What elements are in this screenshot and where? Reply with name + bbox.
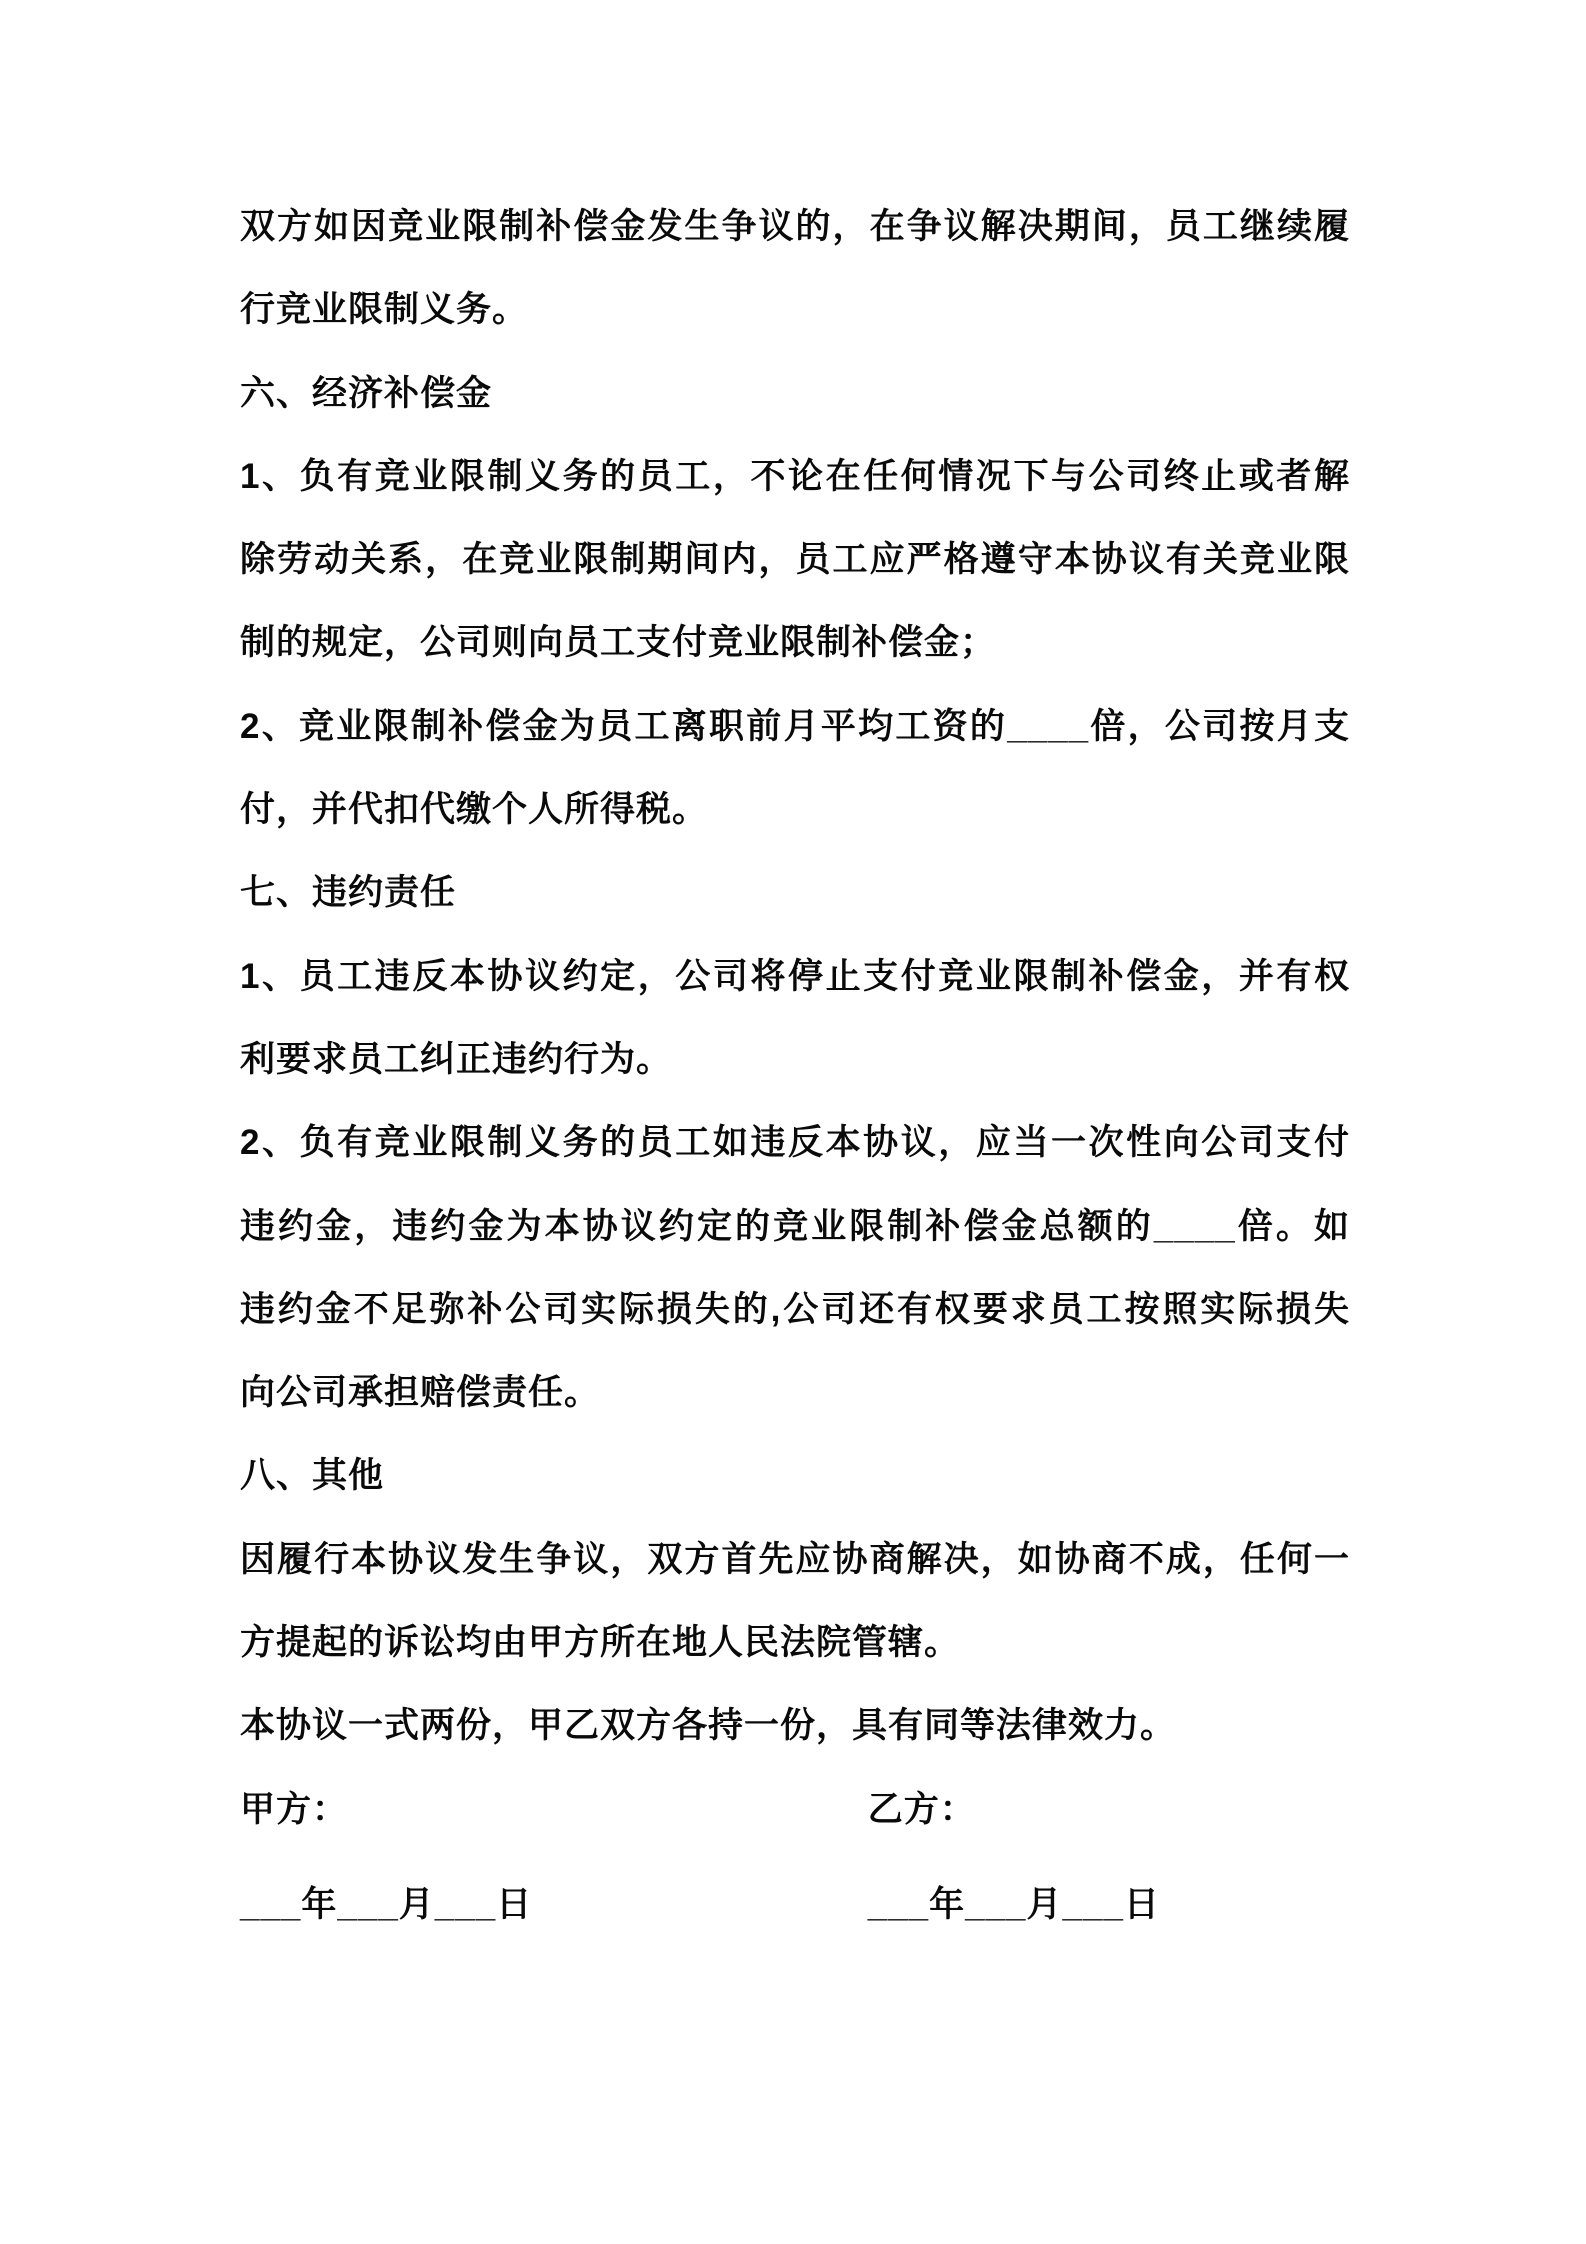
section-heading-7: 七、违约责任 [240, 873, 457, 913]
paragraph-line: 方提起的诉讼均由甲方所在地人民法院管辖。 [240, 1623, 961, 1663]
document-body [240, 185, 1350, 1946]
party-a-date-blank: ___年___月___日 [240, 1884, 533, 1924]
paragraph-line: 利要求员工纠正违约行为。 [240, 1039, 673, 1079]
paragraph-line: 双方如因竞业限制补偿金发生争议的，在争议解决期间，员工继续履 [240, 207, 1350, 246]
section-heading-6: 六、经济补偿金 [240, 373, 493, 413]
party-a-label: 甲方： [240, 1789, 349, 1829]
paragraph-line: 因履行本协议发生争议，双方首先应协商解决，如协商不成，任何一 [240, 1539, 1350, 1579]
paragraph-line: 行竞业限制义务。 [240, 290, 529, 330]
paragraph-line: 违约金不足弥补公司实际损失的,公司还有权要求员工按照实际损失 [240, 1289, 1350, 1329]
paragraph-line: 付，并代扣代缴个人所得税。 [240, 790, 709, 830]
paragraph-line: 2、负有竞业限制义务的员工如违反本协议，应当一次性向公司支付 [240, 1123, 1350, 1163]
party-b-date-blank: ___年___月___日 [867, 1884, 1160, 1924]
paragraph-line: 违约金，违约金为本协议约定的竞业限制补偿金总额的____倍。如 [240, 1206, 1350, 1246]
paragraph-line: 2、竞业限制补偿金为员工离职前月平均工资的____倍，公司按月支 [240, 706, 1350, 746]
paragraph-line: 1、负有竞业限制义务的员工，不论在任何情况下与公司终止或者解 [240, 456, 1350, 496]
party-b-label: 乙方： [867, 1789, 976, 1829]
section-heading-8: 八、其他 [240, 1456, 385, 1496]
paragraph-line: 向公司承担赔偿责任。 [240, 1373, 601, 1413]
paragraph-line: 制的规定，公司则向员工支付竞业限制补偿金； [240, 623, 997, 663]
signature-row [240, 1768, 1350, 1851]
paragraph-line: 本协议一式两份，甲乙双方各持一份，具有同等法律效力。 [240, 1706, 1177, 1746]
date-row [240, 1863, 1350, 1946]
paragraph-line: 1、员工违反本协议约定，公司将停止支付竞业限制补偿金，并有权 [240, 956, 1350, 996]
paragraph-line: 除劳动关系，在竞业限制期间内，员工应严格遵守本协议有关竞业限 [240, 540, 1350, 580]
